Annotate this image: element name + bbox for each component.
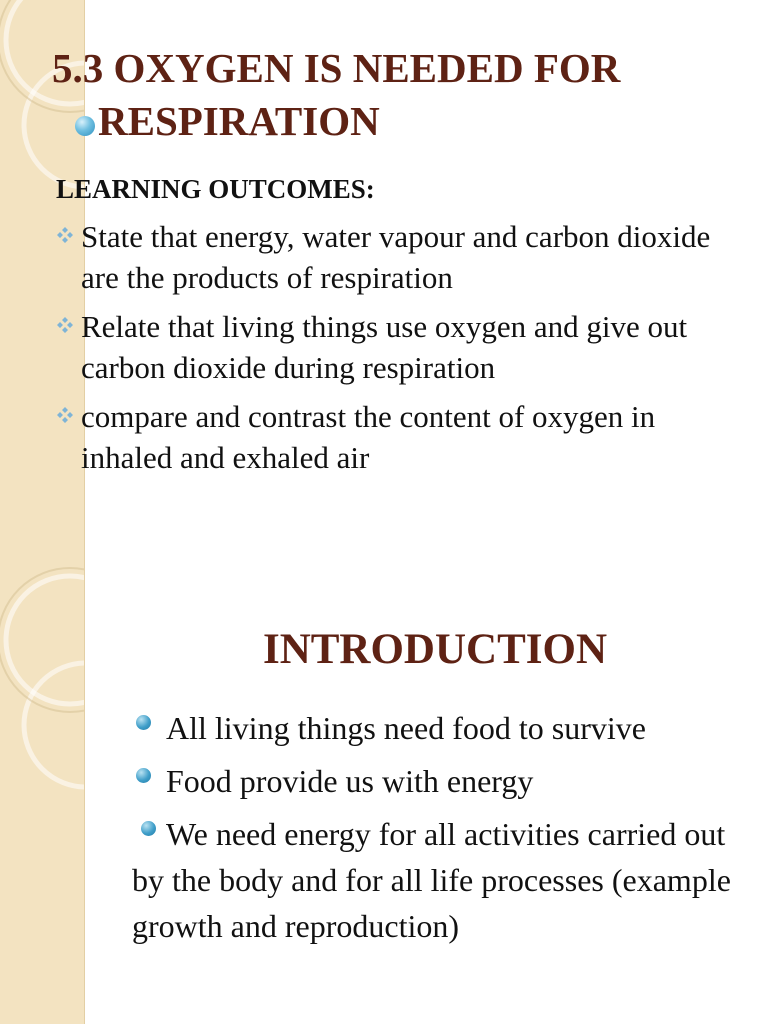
title-dot-icon — [75, 116, 95, 136]
slide-title — [52, 42, 752, 148]
introduction-item — [132, 705, 762, 751]
introduction-text: We need energy for all activities carried out by the body and for all life processes (example growth and reproduction) — [132, 816, 731, 944]
circle-bullet-icon — [136, 715, 151, 730]
introduction-item — [132, 811, 762, 949]
learning-outcomes-list — [50, 216, 750, 486]
introduction-text: Food provide us with energy — [166, 763, 534, 799]
learning-outcome-item — [50, 306, 750, 388]
learning-outcome-text: compare and contrast the content of oxygen in inhaled and exhaled air — [81, 399, 656, 475]
learning-outcome-item — [50, 396, 750, 478]
learning-outcome-item — [50, 216, 750, 298]
diamond-bullet-icon — [56, 226, 74, 244]
diamond-bullet-icon — [56, 316, 74, 334]
decorative-sidebar — [0, 0, 85, 1024]
learning-outcome-text: Relate that living things use oxygen and give out carbon dioxide during respiration — [81, 309, 688, 385]
introduction-list — [132, 705, 762, 956]
learning-outcome-text: State that energy, water vapour and carbon dioxide are the products of respiration — [81, 219, 711, 295]
title-line-1: 5.3 OXYGEN IS NEEDED FOR — [52, 45, 621, 91]
circle-bullet-icon — [136, 768, 151, 783]
introduction-item — [132, 758, 762, 804]
diamond-bullet-icon — [56, 406, 74, 424]
learning-outcomes-heading: LEARNING OUTCOMES: — [56, 174, 375, 204]
introduction-text: All living things need food to survive — [166, 710, 646, 746]
circle-bullet-icon — [141, 821, 156, 836]
title-line-2: RESPIRATION — [98, 98, 380, 144]
sidebar-circles-decoration — [0, 0, 84, 1024]
introduction-heading: INTRODUCTION — [262, 626, 608, 673]
